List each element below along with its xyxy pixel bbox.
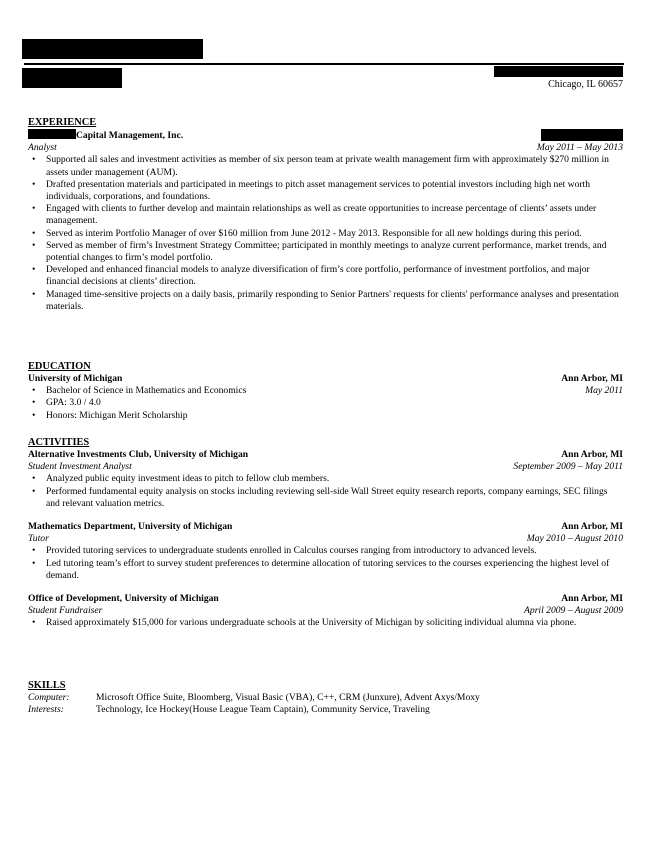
list-item: • Managed time-sensitive projects on a daily basis, primarily responding to Senior Partners' requests for clients' performance analyses and presentation materials. — [46, 289, 623, 313]
computer-value: Microsoft Office Suite, Bloomberg, Visual Basic (VBA), C++, CRM (Junxure), Advent Axys/Moxy — [96, 692, 480, 703]
activity-entry — [28, 521, 623, 582]
activity-role-row — [28, 461, 623, 473]
activity-role-row — [28, 533, 623, 545]
activities-title: ACTIVITIES — [28, 437, 90, 448]
experience-role-row — [28, 142, 623, 154]
employer-name-text: Capital Management, Inc. — [76, 130, 184, 141]
activities-section — [28, 437, 623, 630]
list-item: • Supported all sales and investment activities as member of six person team at private wealth management firm with approximately $270 million in assets under management (AUM). — [46, 154, 623, 178]
list-item: • Raised approximately $15,000 for various undergraduate schools at the University of Michigan by soliciting individual alumna via phone. — [46, 617, 623, 629]
list-item: • Bachelor of Science in Mathematics and Economics — [46, 385, 246, 397]
list-item: • Honors: Michigan Merit Scholarship — [46, 410, 246, 422]
activity-bullets — [28, 545, 623, 582]
skills-interests-row — [28, 704, 623, 716]
experience-section — [28, 117, 623, 313]
education-title: EDUCATION — [28, 361, 91, 372]
redacted-name — [22, 39, 203, 59]
employer-name — [28, 129, 183, 142]
experience-dates: May 2011 – May 2013 — [536, 142, 623, 154]
list-item: • Served as interim Portfolio Manager of over $160 million from June 2012 - May 2013. Responsible for all new holdings during this period. — [46, 228, 623, 240]
activity-location: Ann Arbor, MI — [561, 449, 623, 460]
activity-role-row — [28, 605, 623, 617]
education-section — [28, 361, 623, 422]
list-item: • Led tutoring team’s effort to survey student preferences to determine allocation of tutoring services to the courses experiencing the highest level of demand. — [46, 558, 623, 582]
activity-entry — [28, 593, 623, 630]
header-rule — [24, 63, 624, 65]
skills-section — [28, 680, 623, 716]
experience-bullets — [28, 154, 623, 313]
interests-value: Technology, Ice Hockey(House League Team Captain), Community Service, Traveling — [96, 704, 430, 716]
experience-title: EXPERIENCE — [28, 117, 97, 128]
activity-dates: May 2010 – August 2010 — [526, 533, 623, 545]
list-item: • Provided tutoring services to undergraduate students enrolled in Calculus courses ranging from introductory to advanced levels. — [46, 545, 623, 557]
interests-label: Interests: — [28, 704, 64, 716]
activity-header-row — [28, 593, 623, 605]
address-line: Chicago, IL 60657 — [548, 79, 623, 90]
activity-entry — [28, 449, 623, 510]
activity-dates: April 2009 – August 2009 — [524, 605, 623, 617]
redacted-employer-location — [541, 129, 623, 141]
redacted-contact-left — [22, 68, 122, 88]
list-item: • Performed fundamental equity analysis on stocks including reviewing sell-side Wall Street equity research reports, company earnings, SEC filings and relevant valuation metrics. — [46, 486, 623, 510]
computer-label: Computer: — [28, 692, 70, 703]
activity-org: Mathematics Department, University of Michigan — [28, 521, 233, 533]
school-location: Ann Arbor, MI — [561, 373, 623, 384]
activity-role: Tutor — [28, 533, 49, 545]
activity-org: Alternative Investments Club, University of Michigan — [28, 449, 249, 460]
list-item: • Developed and enhanced financial models to analyze diversification of firm’s core portfolio, performance of investment portfolios, and major financial decisions at clients’ direction. — [46, 264, 623, 288]
redacted-employer-prefix — [28, 129, 76, 139]
activity-bullets — [28, 473, 623, 510]
activity-role: Student Investment Analyst — [28, 461, 132, 473]
education-degree-row — [28, 385, 623, 422]
education-bullets — [28, 385, 246, 422]
activity-header-row — [28, 521, 623, 533]
activity-header-row — [28, 449, 623, 461]
list-item: • Drafted presentation materials and participated in meetings to pitch asset management services to potential investors including high net worth individuals, corporations, and foundations. — [46, 179, 623, 203]
experience-role: Analyst — [28, 142, 57, 154]
activity-location: Ann Arbor, MI — [561, 593, 623, 605]
skills-title: SKILLS — [28, 680, 66, 691]
activity-location: Ann Arbor, MI — [561, 521, 623, 533]
experience-employer-row — [28, 129, 623, 142]
list-item: • Engaged with clients to further develop and maintain relationships as well as create opportunities to increase percentage of clients’ assets under management. — [46, 203, 623, 227]
list-item: • GPA: 3.0 / 4.0 — [46, 397, 246, 409]
redacted-contact-right — [494, 66, 623, 77]
activity-dates: September 2009 – May 2011 — [513, 461, 623, 473]
education-date: May 2011 — [585, 385, 623, 397]
list-item: • Analyzed public equity investment ideas to pitch to fellow club members. — [46, 473, 623, 485]
skills-computer-row — [28, 692, 623, 704]
school-name: University of Michigan — [28, 373, 123, 384]
activity-bullets — [28, 617, 623, 629]
activity-role: Student Fundraiser — [28, 605, 103, 617]
list-item: • Served as member of firm’s Investment Strategy Committee; participated in monthly meetings to analyze current performance, market trends, and potential changes to firm’s model portfolio. — [46, 240, 623, 264]
education-school-row — [28, 373, 623, 385]
activity-org: Office of Development, University of Michigan — [28, 593, 219, 605]
